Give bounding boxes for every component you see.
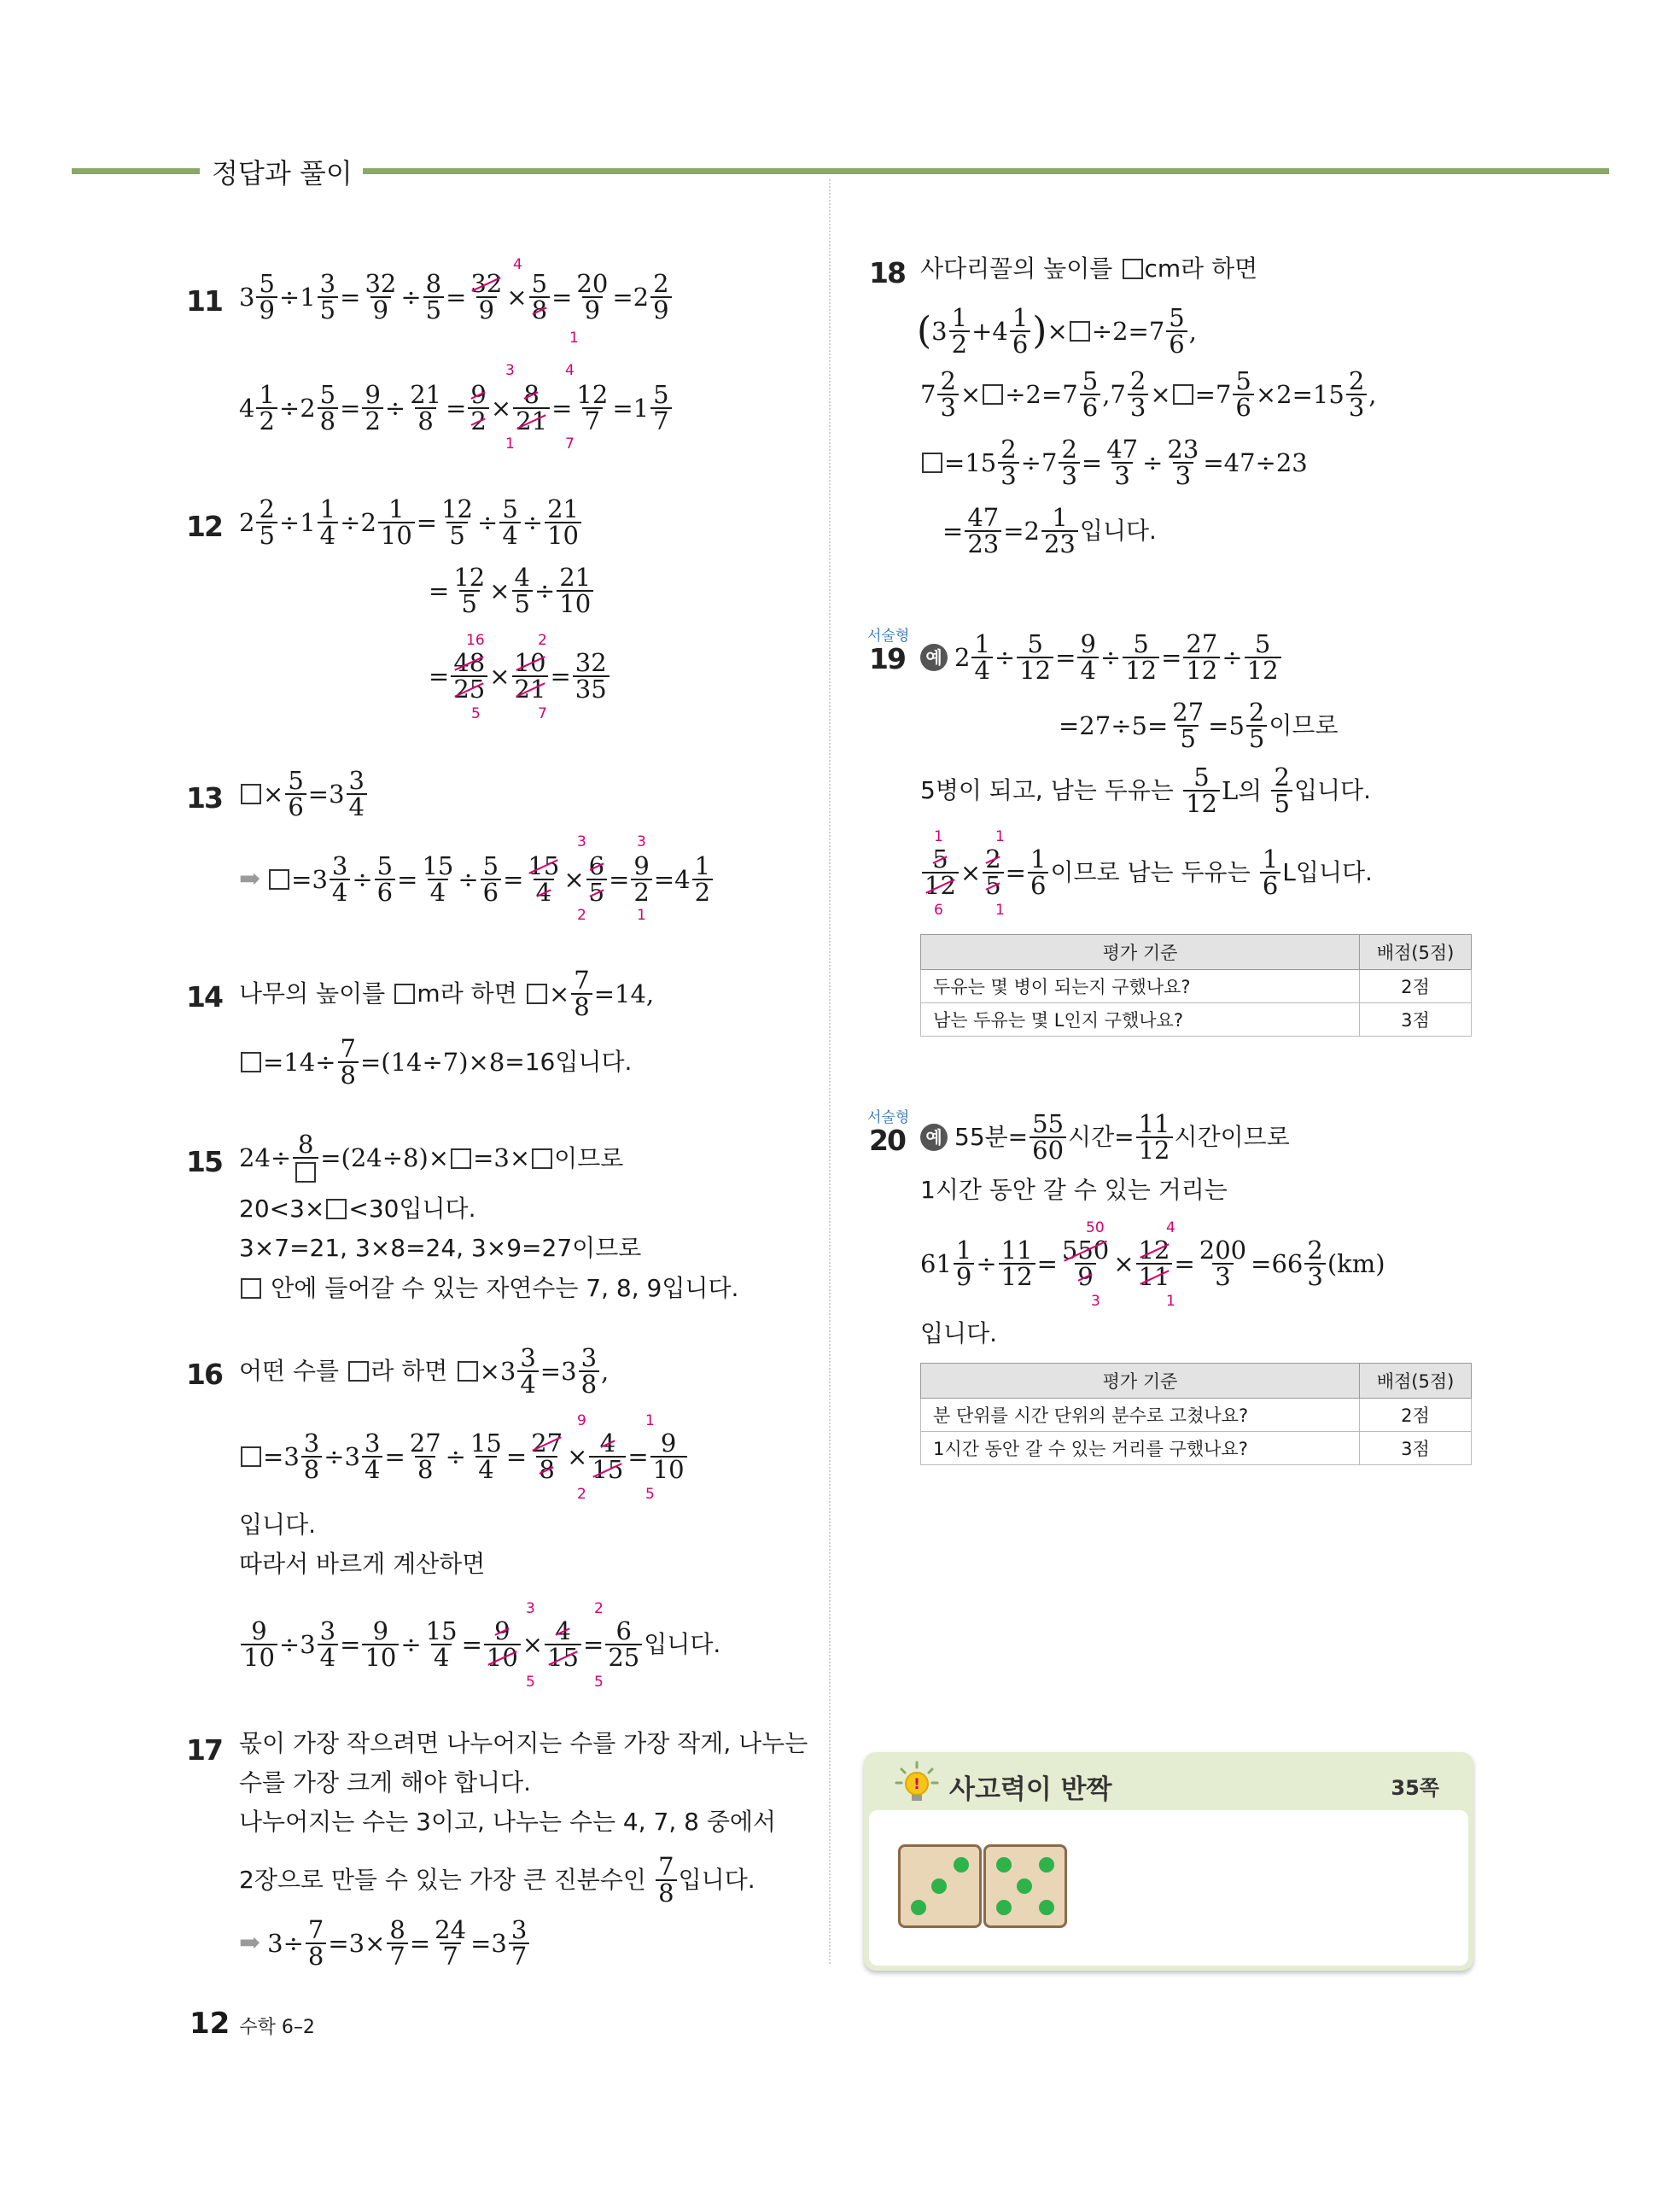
p13-line2: ➡ = 3 $\frac{3}{4}$ ÷ $\frac{5}{6}$ = $\frac{15}{4}$ ÷ $\frac{5}{6}$ = $\frac{15}{4}$ × $\frac{6}{5}$ = $\frac{9}{2}$ = 4 $\frac{1}{2}$ (239, 854, 715, 905)
p16-line4: 따라서 바르게 계산하면 (239, 1550, 486, 1578)
p15-line4: 안에 들어갈 수 있는 자연수는 7, 8, 9입니다. (239, 1276, 738, 1300)
problem-number-19: 19 (869, 642, 905, 675)
p19-line2: =27÷5= $\frac{27}{5}$ = 5 $\frac{2}{5}$ 이므로 (1059, 698, 1339, 753)
score-header: 배점(5점) (1360, 935, 1472, 970)
p12-line3: = $\frac{48}{25}$ × $\frac{10}{21}$ = $\frac{32}{35}$ (429, 651, 611, 702)
header-rule-right (350, 168, 1609, 174)
example-badge: 예 (920, 1124, 948, 1151)
p11-line1: 3 $\frac{5}{9}$ ÷ 1 $\frac{3}{5}$ = $\frac{32}{9}$ ÷ $\frac{8}{5}$ = $\frac{32}{9}$ × $\frac{5}{8}$ = $\frac{20}{9}$ = 2 $\frac{2}{9}$ (239, 272, 674, 323)
lightbulb-icon (895, 1761, 939, 1805)
problem-number-14: 14 (186, 980, 222, 1014)
criteria-cell: 남는 두유는 몇 L인지 구했나요? (921, 1003, 1360, 1037)
problem-number-11: 11 (186, 284, 222, 318)
p18-line4: = 15 $\frac{2}{3}$ ÷ 7 $\frac{2}{3}$ = $\frac{47}{3}$ ÷ $\frac{23}{3}$ =47÷23 (920, 437, 1308, 488)
die-right (983, 1844, 1067, 1928)
example-badge: 예 (920, 644, 948, 671)
p20-line3: 61 $\frac{1}{9}$ ÷ $\frac{11}{12}$ = $\frac{550}{9}$ × $\frac{12}{11}$ = $\frac{200}{3}$ = 66 $\frac{2}{3}$ (km) (920, 1236, 1385, 1291)
p15-line2: 20<3× <30입니다. (239, 1195, 476, 1223)
p16-line3: 입니다. (239, 1510, 317, 1539)
die-left (898, 1844, 982, 1928)
p14-line2: =14÷ $\frac{7}{8}$ =(14÷7)×8 =16입니다. (239, 1037, 632, 1088)
p19-line1: 예 2 $\frac{1}{4}$ ÷ $\frac{5}{12}$ = $\frac{9}{4}$ ÷ $\frac{5}{12}$ = $\frac{27}{12}$ ÷ $\frac{5}{12}$ (920, 632, 1283, 683)
p19-line3: 5병이 되고, 남는 두유는 $\frac{5}{12}$ L의 $\frac{2}{5}$ 입니다. (920, 762, 1371, 818)
page-header-title: 정답과 풀이 (201, 152, 363, 191)
p18-line5: = $\frac{47}{23}$ = 2 $\frac{1}{23}$ 입니다. (942, 503, 1157, 558)
p19-grading-table (920, 934, 1472, 1037)
criteria-cell: 1시간 동안 갈 수 있는 거리를 구했나요? (921, 1432, 1360, 1465)
p11-line2: 4 $\frac{1}{2}$ ÷ 2 $\frac{5}{8}$ = $\frac{9}{2}$ ÷ $\frac{21}{8}$ = $\frac{9}{2}$ × $\frac{8}{21}$ = $\frac{12}{7}$ = 1 $\frac{5}{7}$ (239, 383, 674, 434)
svg-text:!: ! (913, 1776, 920, 1793)
p19-line4: $\frac{5}{12}$ × $\frac{2}{5}$ = $\frac{1}{6}$ 이므로 남는 두유는 $\frac{1}{6}$ L입니다. (920, 847, 1373, 898)
score-header: 배점(5점) (1360, 1364, 1472, 1399)
problem-number-16: 16 (186, 1358, 222, 1391)
problem-number-15: 15 (186, 1145, 222, 1178)
p20-line2: 1시간 동안 갈 수 있는 거리는 (920, 1176, 1228, 1204)
p16-line2: = 3 $\frac{3}{8}$ ÷ 3 $\frac{3}{4}$ = $\frac{27}{8}$ ÷ $\frac{15}{4}$ = $\frac{27}{8}$ × $\frac{4}{15}$ = $\frac{9}{10}$ (239, 1431, 689, 1482)
score-cell: 2점 (1360, 970, 1472, 1003)
p18-line2: ( 3 $\frac{1}{2}$ + 4 $\frac{1}{6}$ ) × ÷2= 7 $\frac{5}{6}$ , (917, 303, 1197, 359)
header-rule-left (72, 168, 200, 174)
p17-line1: 몫이 가장 작으려면 나누어지는 수를 가장 작게, 나누는 (239, 1729, 808, 1757)
p15-line1: 24÷ 8 =(24÷8)× =3× 이므로 (239, 1132, 623, 1184)
p20-tag: 서술형 (867, 1109, 910, 1126)
p15-line3: 3×7=21, 3×8=24, 3×9=27이므로 (239, 1234, 642, 1262)
p17-line4: 2장으로 만들 수 있는 가장 큰 진분수인 $\frac{7}{8}$ 입니다. (239, 1852, 755, 1908)
thinking-box-title: 사고력이 반짝 (949, 1774, 1112, 1805)
p18-line1: 사다리꼴의 높이를 cm라 하면 (920, 254, 1258, 283)
p20-line4: 입니다. (920, 1319, 998, 1347)
thinking-box (864, 1752, 1473, 1971)
p17-line5: ➡ 3÷ $\frac{7}{8}$ =3× $\frac{8}{7}$ = $\frac{24}{7}$ = 3 $\frac{3}{7}$ (239, 1918, 531, 1969)
problem-number-17: 17 (186, 1733, 222, 1767)
criteria-cell: 두유는 몇 병이 되는지 구했나요? (921, 970, 1360, 1003)
p14-line1: 나무의 높이를 m라 하면 × $\frac{7}{8}$ =14, (239, 966, 655, 1021)
p12-line1: 2 $\frac{2}{5}$ ÷ 1 $\frac{1}{4}$ ÷ 2 $\frac{1}{10}$ = $\frac{12}{5}$ ÷ $\frac{5}{4}$ ÷ $\frac{21}{10}$ (239, 497, 583, 548)
column-divider (829, 179, 831, 1964)
thinking-box-page: 35쪽 (1391, 1776, 1439, 1800)
p13-line1: × $\frac{5}{6}$ = 3 $\frac{3}{4}$ (239, 768, 369, 820)
page-footer (190, 2007, 315, 2041)
p20-line1: 예 55분= $\frac{55}{60}$ 시간= $\frac{11}{12}$ 시간이므로 (920, 1112, 1290, 1163)
criteria-header: 평가 기준 (921, 1364, 1360, 1399)
problem-number-18: 18 (869, 256, 905, 289)
criteria-header: 평가 기준 (921, 935, 1360, 970)
problem-number-12: 12 (186, 510, 222, 543)
p16-line1: 어떤 수를 라 하면 × 3 $\frac{3}{4}$ = 3 $\frac{3}{8}$ , (239, 1343, 610, 1399)
thinking-box-content (869, 1810, 1468, 1966)
page-number: 12 (190, 2007, 230, 2041)
p12-line2: = $\frac{12}{5}$ × $\frac{4}{5}$ ÷ $\frac{21}{10}$ (429, 565, 595, 616)
p17-line3: 나누어지는 수는 3이고, 나누는 수는 4, 7, 8 중에서 (239, 1808, 776, 1836)
p20-grading-table (920, 1363, 1472, 1465)
score-cell: 3점 (1360, 1003, 1472, 1037)
footer-label: 수학 6–2 (239, 2017, 315, 2038)
p19-tag: 서술형 (867, 628, 910, 645)
problem-number-20: 20 (869, 1124, 905, 1157)
p18-line3: 7 $\frac{2}{3}$ × ÷2= 7 $\frac{5}{6}$ , 7 $\frac{2}{3}$ × = 7 $\frac{5}{6}$ ×2= 15 $\frac{2}{3}$ , (920, 366, 1377, 422)
score-cell: 2점 (1360, 1399, 1472, 1432)
p16-line5: $\frac{9}{10}$ ÷ 3 $\frac{3}{4}$ = $\frac{9}{10}$ ÷ $\frac{15}{4}$ = $\frac{9}{10}$ × $\frac{4}{15}$ = $\frac{6}{25}$ 입니다. (239, 1619, 720, 1670)
p17-line2: 수를 가장 크게 해야 합니다. (239, 1768, 532, 1797)
criteria-cell: 분 단위를 시간 단위의 분수로 고쳤나요? (921, 1399, 1360, 1432)
problem-number-13: 13 (186, 781, 222, 815)
score-cell: 3점 (1360, 1432, 1472, 1465)
